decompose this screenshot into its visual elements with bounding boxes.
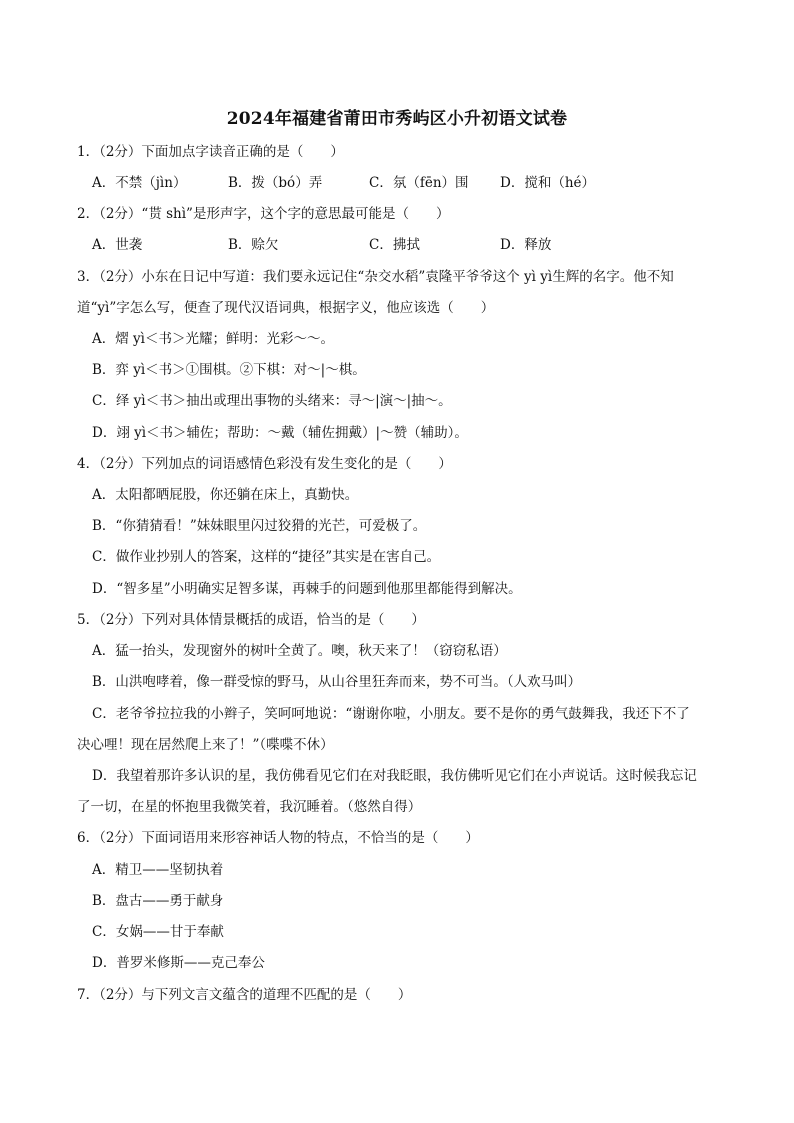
option-d-continued: 了一切，在星的怀抱里我微笑着，我沉睡着。（悠然自得） [77, 799, 422, 815]
option-d[interactable]: D．普罗米修斯——克己奉公 [92, 955, 265, 971]
option-a[interactable]: A．猛一抬头，发现窗外的树叶全黄了。噢，秋天来了！（窃窃私语） [92, 643, 507, 659]
option-c[interactable]: C．拂拭 [369, 237, 420, 253]
question-1-stem: 1．（2分）下面加点字读音正确的是（ ） [77, 144, 344, 160]
option-a[interactable]: A．精卫——坚韧执着 [92, 862, 224, 878]
option-c[interactable]: C．女娲——甘于奉献 [92, 924, 224, 940]
question-2-options [92, 236, 692, 254]
option-b[interactable]: B．山洪咆哮着，像一群受惊的野马，从山谷里狂奔而来，势不可当。（人欢马叫） [92, 674, 582, 690]
question-3-stem: 3．（2分）小东在日记中写道：我们要永远记住“杂交水稻”袁隆平爷爷这个 yì yì生辉的名字。他不知 [77, 269, 674, 285]
option-a[interactable]: A．太阳都晒屁股，你还躺在床上，真勤快。 [92, 487, 359, 503]
question-7-stem: 7．（2分）与下列文言文蕴含的道理不匹配的是（ ） [77, 987, 412, 1003]
question-1-options [92, 174, 692, 192]
option-d[interactable]: D．我望着那许多认识的星，我仿佛看见它们在对我眨眼，我仿佛听见它们在小声说话。这时候我忘记 [92, 768, 697, 784]
option-b[interactable]: B．赊欠 [228, 237, 279, 253]
option-d[interactable]: D．释放 [500, 237, 552, 253]
option-c-continued: 决心哩！现在居然爬上来了！”（喋喋不休） [77, 737, 334, 753]
question-6-stem: 6．（2分）下面词语用来形容神话人物的特点，不恰当的是（ ） [77, 830, 479, 846]
question-4-stem: 4．（2分）下列加点的词语感情色彩没有发生变化的是（ ） [77, 456, 452, 472]
option-c[interactable]: C．做作业抄别人的答案，这样的“捷径”其实是在害自己。 [92, 549, 441, 565]
question-2-stem: 2．（2分）“贳 shì”是形声字，这个字的意思最可能是（ ） [77, 206, 450, 222]
option-a[interactable]: A．熠 yì＜书＞光耀；鲜明：光彩～～。 [92, 331, 334, 347]
option-b[interactable]: B．盘古——勇于献身 [92, 893, 224, 909]
option-b[interactable]: B．弈 yì＜书＞①围棋。②下棋：对～|～棋。 [92, 362, 366, 378]
option-b[interactable]: B．拨（bó）弄 [228, 175, 323, 191]
question-5-stem: 5．（2分）下列对具体情景概括的成语，恰当的是（ ） [77, 612, 425, 628]
option-c[interactable]: C．绎 yì＜书＞抽出或理出事物的头绪来：寻～|演～|抽～。 [92, 393, 452, 409]
option-d[interactable]: D．搅和（hé） [500, 175, 596, 191]
option-a[interactable]: A．世袭 [92, 237, 143, 253]
question-3-stem-continued: 道“yì”字怎么写，便查了现代汉语词典，根据字义，他应该选（ ） [77, 300, 495, 316]
option-c[interactable]: C．老爷爷拉拉我的小辫子，笑呵呵地说：“谢谢你啦，小朋友。要不是你的勇气鼓舞我，我还下不了 [92, 706, 690, 722]
option-d[interactable]: D．“智多星”小明确实足智多谋，再棘手的问题到他那里都能得到解决。 [92, 581, 522, 597]
option-d[interactable]: D．翊 yì＜书＞辅佐；帮助：～戴（辅佐拥戴）|～赞（辅助）。 [92, 425, 468, 441]
option-a[interactable]: A．不禁（jìn） [92, 175, 187, 191]
option-c[interactable]: C．氛（fēn）围 [369, 175, 469, 191]
option-b[interactable]: B．“你猜猜看！”妹妹眼里闪过狡猾的光芒，可爱极了。 [92, 518, 427, 534]
page-title: 2024年福建省莆田市秀屿区小升初语文试卷 [226, 109, 568, 129]
